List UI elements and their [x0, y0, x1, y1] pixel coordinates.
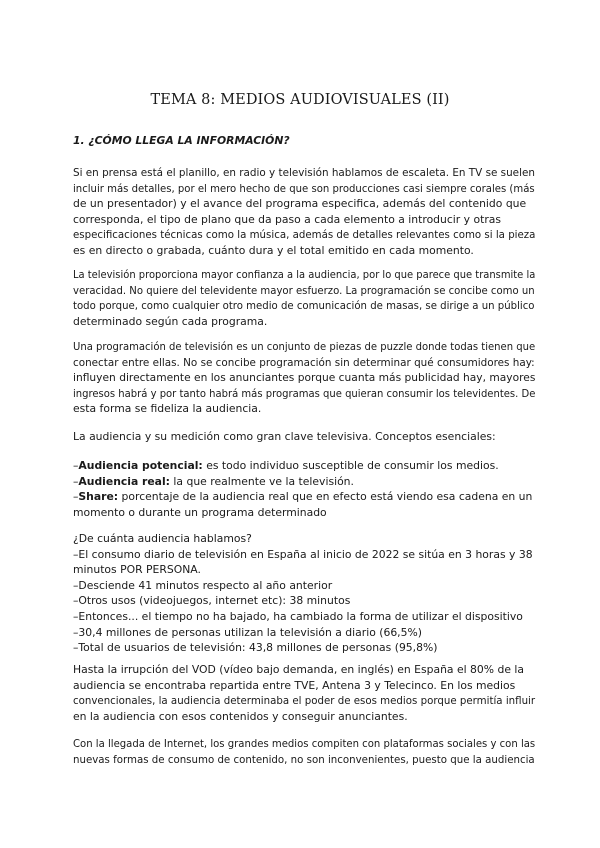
paragraph-line: determinado según cada programa. — [73, 314, 268, 328]
list-dash: – — [73, 474, 79, 488]
paragraph-line: veracidad. No quiere del televidente mayor esfuerzo. La programación se concibe como un — [73, 283, 535, 297]
paragraph-line: convencionales, la audiencia determinaba el poder de esos medios porque permitía influir — [73, 694, 536, 708]
list-dash: – — [73, 459, 79, 472]
concept-item-potencial — [73, 458, 533, 474]
list-item: minutos POR PERSONA. — [73, 563, 201, 577]
paragraph-line: corresponda, el tipo de plano que da paso a cada elemento a introducir y otras — [73, 212, 502, 226]
concept-item-share-continued: momento o durante un programa determinado — [73, 505, 327, 519]
paragraph-line: Con la llegada de Internet, los grandes medios compiten con plataformas sociales y con las — [73, 737, 536, 750]
concept-text: la que realmente ve la televisión. — [170, 474, 354, 488]
paragraph-line: audiencia se encontraba repartida entre TVE, Antena 3 y Telecinco. En los medios — [73, 678, 516, 692]
section-heading: 1. ¿CÓMO LLEGA LA INFORMACIÓN? — [73, 134, 290, 147]
paragraph-line: La audiencia y su medición como gran clave televisiva. Conceptos esenciales: — [73, 430, 496, 443]
paragraph-line: es en directo o grabada, cuánto dura y el total emitido en cada momento. — [73, 243, 474, 257]
paragraph-line: esta forma se fideliza la audiencia. — [73, 402, 262, 416]
paragraph-line: Si en prensa está el planillo, en radio y televisión hablamos de escaleta. En TV se suelen — [73, 166, 535, 179]
list-item: –El consumo diario de televisión en España al inicio de 2022 se sitúa en 3 horas y 38 — [73, 547, 533, 561]
paragraph-line: especificaciones técnicas como la música, además de detalles relevantes como si la pieza — [73, 228, 536, 242]
paragraph-vod — [73, 662, 536, 724]
concept-text: es todo individuo susceptible de consumir los medios. — [202, 459, 499, 472]
paragraph-line: influyen directamente en los anunciantes porque cuanta más publicidad hay, mayores — [73, 371, 536, 385]
paragraph-line: La televisión proporciona mayor confianza a la audiencia, por lo que parece que transmite la — [73, 268, 536, 281]
list-item: –30,4 millones de personas utilizan la televisión a diario (66,5%) — [73, 625, 422, 639]
concept-term: Audiencia potencial: — [78, 459, 203, 472]
list-dash: – — [73, 490, 79, 504]
list-item: –Desciende 41 minutos respecto al año anterior — [73, 578, 333, 592]
paragraph-line: Una programación de televisión es un conjunto de piezas de puzzle donde todas tienen que — [73, 340, 536, 353]
audience-stats-list — [73, 531, 533, 656]
concept-term: Share: — [78, 490, 119, 504]
list-item: –Otros usos (videojuegos, internet etc): 38 minutos — [73, 594, 351, 608]
list-item: –Entonces... el tiempo no ha bajado, ha cambiado la forma de utilizar el dispositivo — [73, 609, 523, 623]
document-title: TEMA 8: MEDIOS AUDIOVISUALES (II) — [150, 92, 450, 108]
list-item: –Total de usuarios de televisión: 43,8 millones de personas (95,8%) — [73, 641, 438, 655]
paragraph-line: todo porque, como cualquier otro medio de comunicación de masas, se dirige a un público — [73, 299, 535, 313]
concept-item-real — [73, 474, 533, 490]
paragraph-conceptos-intro — [73, 429, 533, 445]
paragraph-internet — [73, 736, 536, 767]
concept-item-share — [73, 489, 533, 505]
paragraph-line: en la audiencia con esos contenidos y conseguir anunciantes. — [73, 709, 408, 723]
paragraph-line: nuevas formas de consumo de contenido, no son inconvenientes, puesto que la audiencia — [73, 752, 535, 766]
list-item: ¿De cuánta audiencia hablamos? — [73, 532, 252, 545]
paragraph-line: Hasta la irrupción del VOD (vídeo bajo demanda, en inglés) en España el 80% de la — [73, 663, 525, 676]
paragraph-programacion — [73, 339, 536, 417]
concepts-list — [73, 458, 533, 520]
paragraph-line: incluir más detalles, por el mero hecho de que son producciones casi siempre corales (más — [73, 181, 535, 195]
paragraph-escaleta — [73, 165, 536, 259]
paragraph-line: de un presentador) y el avance del programa especifica, además del contenido que — [73, 197, 527, 211]
paragraph-line: conectar entre ellas. No se concibe programación sin determinar qué consumidores hay: — [73, 355, 535, 369]
paragraph-line: ingresos habrá y por tanto habrá más programas que quieran consumir los televidentes. De — [73, 386, 536, 400]
concept-text: porcentaje de la audiencia real que en efecto está viendo esa cadena en un — [118, 490, 533, 504]
concept-term: Audiencia real: — [78, 474, 170, 488]
paragraph-confianza — [73, 267, 536, 329]
